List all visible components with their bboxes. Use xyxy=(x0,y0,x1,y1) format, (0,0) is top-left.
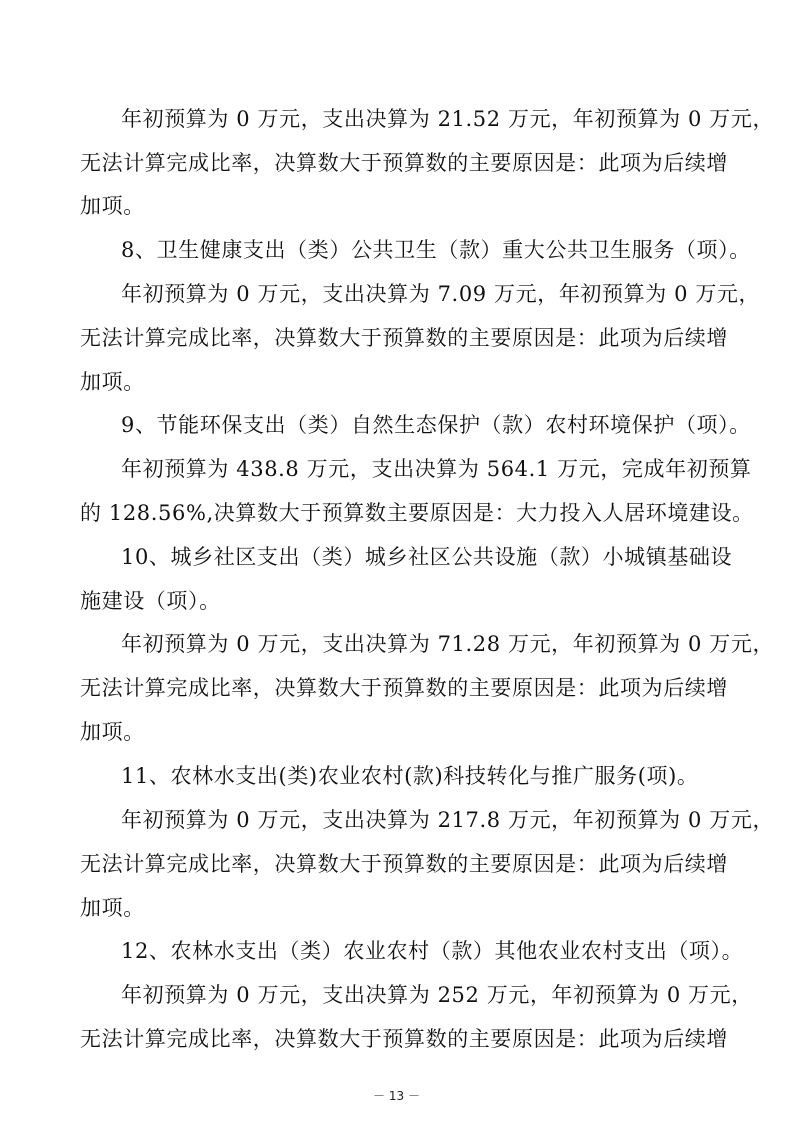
paragraph-line: 无法计算完成比率，决算数大于预算数的主要原因是：此项为后续增 xyxy=(80,1027,728,1051)
paragraph-line: 年初预算为 0 万元，支出决算为 71.28 万元，年初预算为 0 万元， xyxy=(121,632,775,656)
paragraph-line: 无法计算完成比率，决算数大于预算数的主要原因是：此项为后续增 xyxy=(80,151,728,175)
paragraph-line: 年初预算为 0 万元，支出决算为 7.09 万元，年初预算为 0 万元， xyxy=(121,282,761,306)
section-heading: 12、农林水支出（类）农业农村（款）其他农业农村支出（项）。 xyxy=(121,939,744,963)
paragraph-line: 加项。 xyxy=(80,370,145,394)
section-heading: 11、农林水支出(类)农业农村(款)科技转化与推广服务(项)。 xyxy=(121,764,699,788)
paragraph-line: 无法计算完成比率，决算数大于预算数的主要原因是：此项为后续增 xyxy=(80,326,728,350)
paragraph-line: 加项。 xyxy=(80,194,145,218)
paragraph-line: 年初预算为 438.8 万元，支出决算为 564.1 万元，完成年初预算 xyxy=(121,457,752,481)
paragraph-line: 年初预算为 0 万元，支出决算为 252 万元，年初预算为 0 万元， xyxy=(121,983,753,1007)
paragraph-line: 加项。 xyxy=(80,720,145,744)
paragraph-line: 加项。 xyxy=(80,896,145,920)
paragraph-line: 的 128.56%,决算数大于预算数主要原因是：大力投入人居环境建设。 xyxy=(80,501,754,525)
section-heading: 8、卫生健康支出（类）公共卫生（款）重大公共卫生服务（项）。 xyxy=(121,238,751,262)
section-heading: 10、城乡社区支出（类）城乡社区公共设施（款）小城镇基础设 xyxy=(121,545,733,569)
paragraph-line: 年初预算为 0 万元，支出决算为 21.52 万元，年初预算为 0 万元， xyxy=(121,107,775,131)
paragraph-line: 无法计算完成比率，决算数大于预算数的主要原因是：此项为后续增 xyxy=(80,852,728,876)
section-heading: 9、节能环保支出（类）自然生态保护（款）农村环境保护（项）。 xyxy=(121,413,751,437)
section-heading-continued: 施建设（项）。 xyxy=(80,589,221,613)
paragraph-line: 无法计算完成比率，决算数大于预算数的主要原因是：此项为后续增 xyxy=(80,676,728,700)
page-number: － 13 － xyxy=(373,1089,420,1103)
paragraph-line: 年初预算为 0 万元，支出决算为 217.8 万元，年初预算为 0 万元， xyxy=(121,808,775,832)
